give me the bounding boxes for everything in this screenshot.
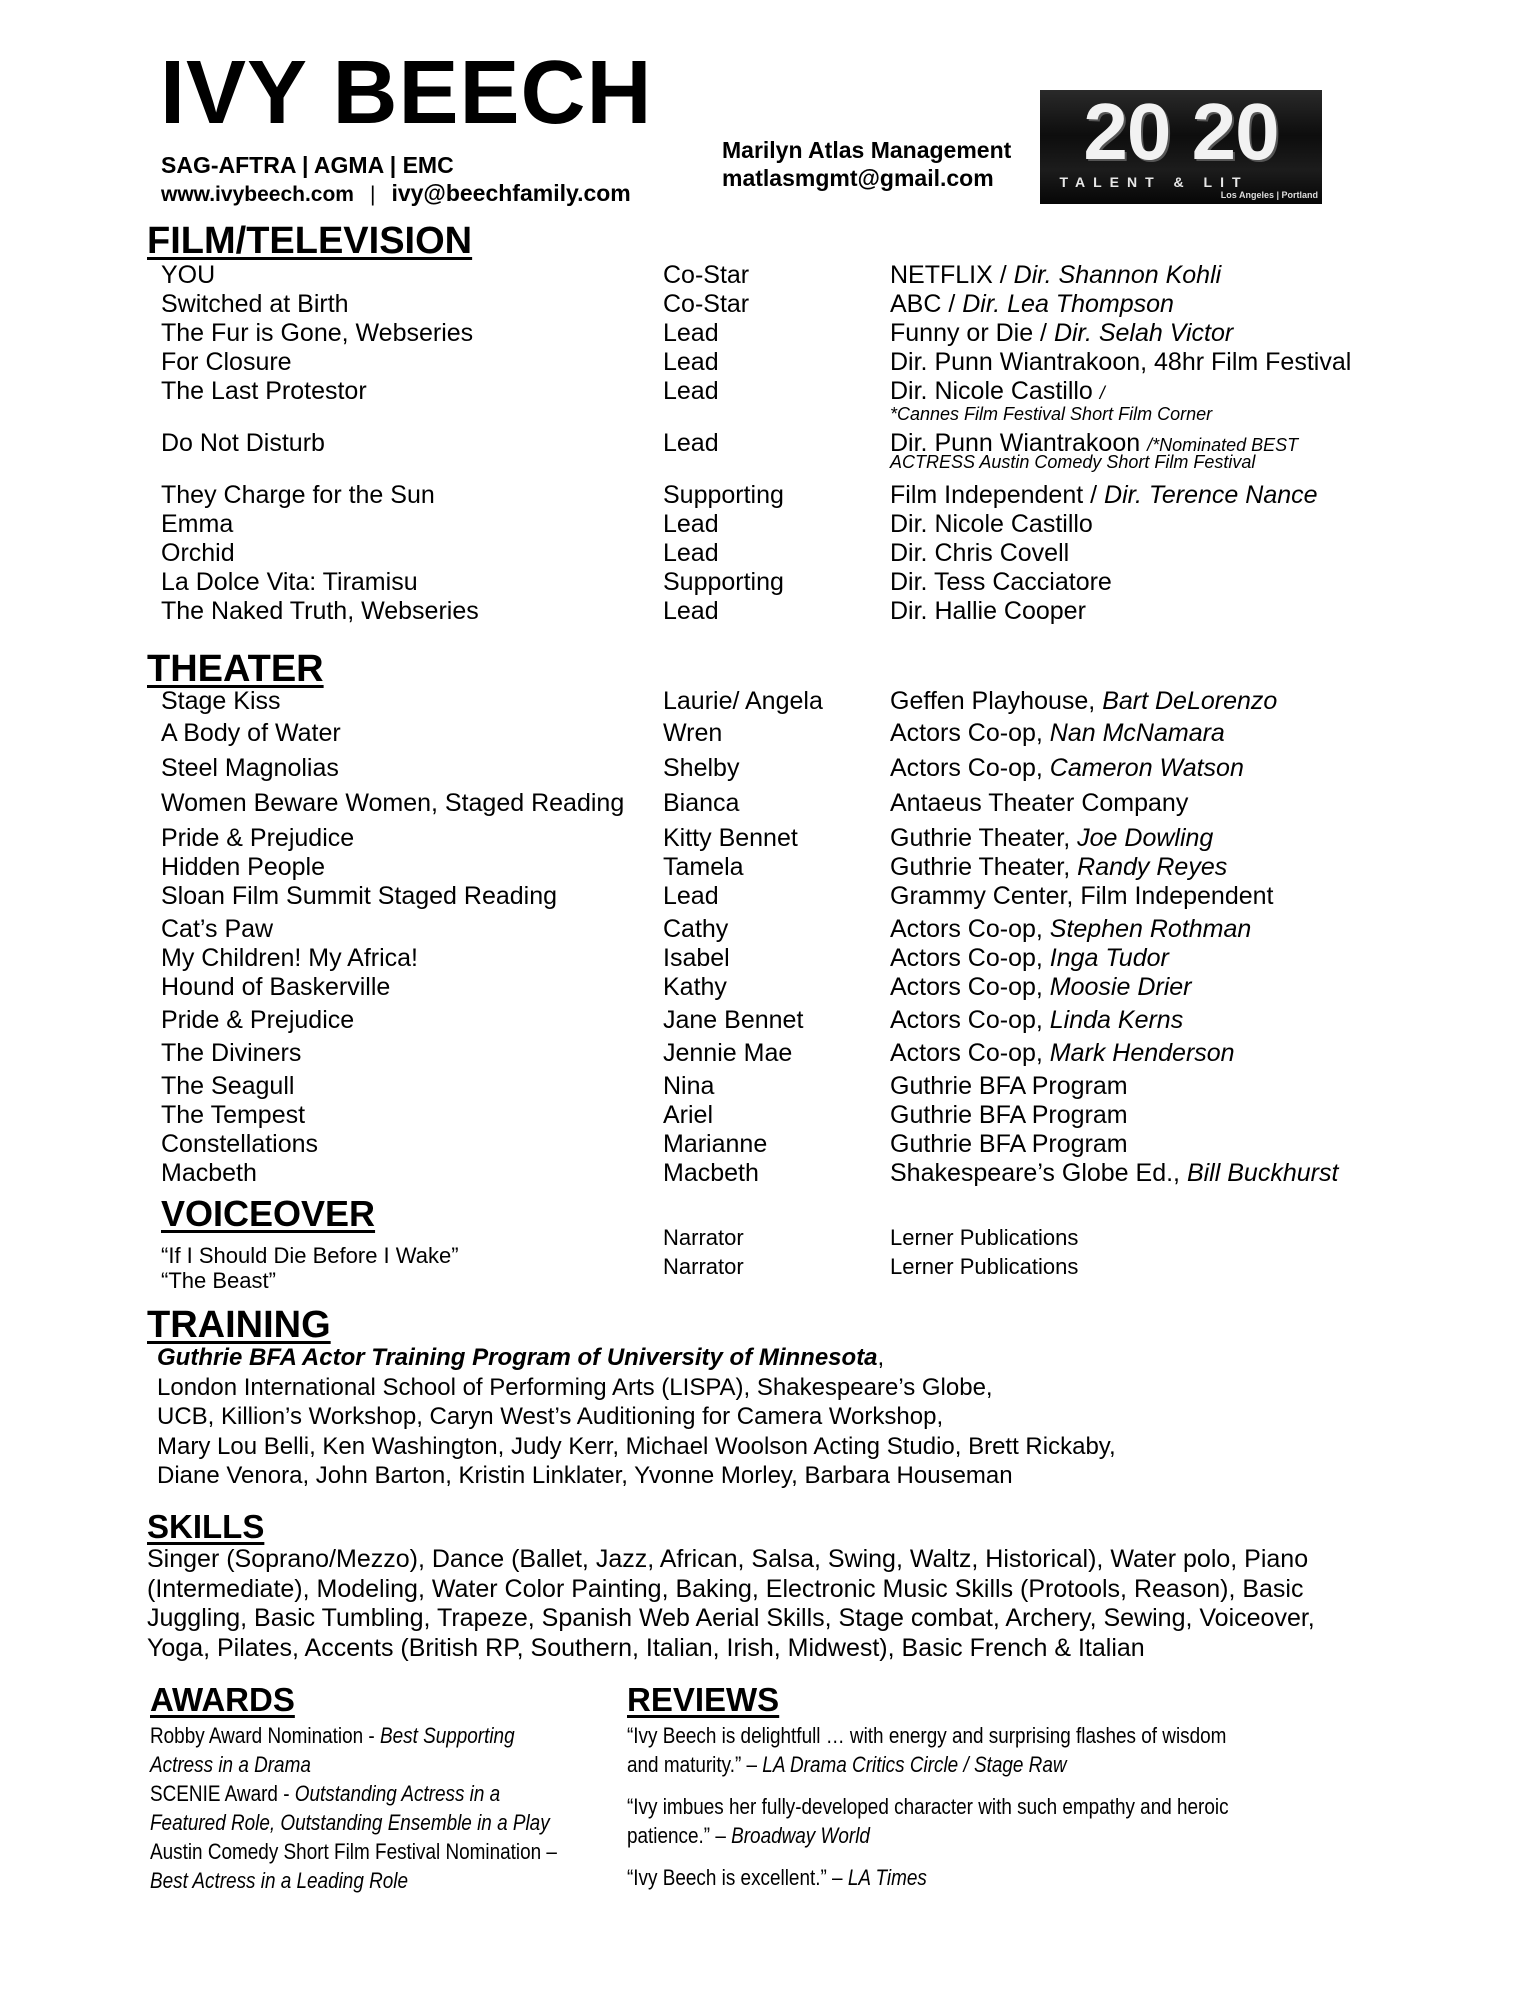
voiceover-title: “If I Should Die Before I Wake” <box>161 1243 459 1268</box>
review-source: LA Drama Critics Circle / Stage Raw <box>762 1752 1067 1777</box>
section-heading-awards: AWARDS <box>150 1681 295 1718</box>
award-plain: Austin Comedy Short Film Festival Nomination – <box>150 1839 557 1864</box>
section-heading-voiceover: VOICEOVER <box>161 1193 376 1234</box>
voiceover-role: Narrator <box>663 1254 744 1279</box>
theater-role: Isabel <box>663 944 730 972</box>
theater-credit-director: Cameron Watson <box>1049 754 1244 782</box>
film-tv-credit-text: Film Independent / <box>890 481 1105 509</box>
logo-numerals: 20 20 <box>1083 90 1279 176</box>
theater-credit-text: Guthrie Theater, <box>890 853 1078 881</box>
theater-credit <box>890 1129 1128 1159</box>
training-lead-line <box>157 1343 1116 1373</box>
film-tv-credit-text: Dir. Nicole Castillo <box>890 510 1093 538</box>
award-italic: Actress in a Drama <box>150 1752 311 1777</box>
theater-role: Macbeth <box>663 1159 759 1187</box>
film-tv-role: Lead <box>663 377 719 405</box>
theater-credit <box>890 914 1251 944</box>
theater-credit-text: Actors Co-op, <box>890 1006 1050 1034</box>
section-heading-theater: THEATER <box>147 648 324 690</box>
film-tv-credit <box>890 480 1318 510</box>
theater-credit-text: Shakespeare’s Globe Ed., <box>890 1159 1187 1187</box>
skills-text: Singer (Soprano/Mezzo), Dance (Ballet, Jazz, African, Salsa, Swing, Waltz, Historical), Water polo, Piano (Intermediate), Modeling, Water Color Painting, Baking, Electronic Music Skills (Protools, Reason), Basic Juggling, Basic Tumbling, Trapeze, Spanish Web Aerial Skills, Stage combat, Archery, Sewing, Voiceover, Yoga, Pilates, Accents (British RP, Southern, Italian, Irish, Midwest), Basic French & Italian <box>147 1545 1315 1662</box>
film-tv-role: Co-Star <box>663 261 750 289</box>
film-tv-role: Lead <box>663 319 719 347</box>
theater-role: Kitty Bennet <box>663 824 798 852</box>
theater-title: A Body of Water <box>161 719 341 747</box>
film-tv-credit-director: Dir. Lea Thompson <box>962 290 1174 318</box>
theater-credit <box>890 753 1244 783</box>
section-heading-training: TRAINING <box>147 1304 331 1346</box>
film-tv-title: Do Not Disturb <box>161 429 325 457</box>
theater-credit <box>890 972 1191 1002</box>
training-lead-program: Guthrie BFA Actor Training Program of University of Minnesota <box>157 1344 878 1371</box>
reviews-list <box>627 1721 1229 1905</box>
theater-role: Wren <box>663 719 723 747</box>
email-link[interactable]: ivy@beechfamily.com <box>391 180 631 206</box>
theater-credit-text: Guthrie BFA Program <box>890 1101 1128 1129</box>
award-item <box>150 1837 557 1866</box>
film-tv-credit-note: ACTRESS Austin Comedy Short Film Festival <box>890 452 1256 472</box>
award-italic: Best Supporting <box>379 1723 515 1748</box>
film-tv-credit <box>890 347 1351 377</box>
training-line: London International School of Performing Arts (LISPA), Shakespeare’s Globe, <box>157 1373 993 1401</box>
theater-credit <box>890 788 1188 818</box>
theater-title: Steel Magnolias <box>161 754 339 782</box>
theater-credit-director: Bart DeLorenzo <box>1102 687 1278 715</box>
film-tv-credit <box>890 289 1174 319</box>
review-source: Broadway World <box>731 1823 870 1848</box>
website-link[interactable]: www.ivybeech.com <box>161 183 354 206</box>
theater-role: Shelby <box>663 754 740 782</box>
theater-title: Sloan Film Summit Staged Reading <box>161 882 558 910</box>
award-plain: SCENIE Award - <box>150 1781 295 1806</box>
theater-credit-text: Guthrie BFA Program <box>890 1130 1128 1158</box>
contact-line <box>161 180 631 207</box>
training-block <box>157 1343 1116 1491</box>
film-tv-role: Lead <box>663 348 719 376</box>
award-item-cont <box>150 1866 557 1895</box>
film-tv-credit-text: Funny or Die / <box>890 319 1054 347</box>
film-tv-title: The Naked Truth, Webseries <box>161 597 479 625</box>
film-tv-credit-text: Dir. Tess Cacciatore <box>890 568 1112 596</box>
theater-credit <box>890 686 1277 716</box>
training-line: Mary Lou Belli, Ken Washington, Judy Kerr, Michael Woolson Acting Studio, Brett Rickaby, <box>157 1432 1116 1460</box>
theater-credit <box>890 718 1225 748</box>
theater-credit-text: Grammy Center, Film Independent <box>890 882 1274 910</box>
review-line: “Ivy imbues her fully-developed character with such empathy and heroic <box>627 1794 1229 1819</box>
theater-role: Nina <box>663 1072 715 1100</box>
theater-role: Jennie Mae <box>663 1039 793 1067</box>
film-tv-credit-director: Dir. Terence Nance <box>1104 481 1318 509</box>
theater-title: Hidden People <box>161 853 326 881</box>
theater-credit-director: Bill Buckhurst <box>1186 1159 1339 1187</box>
theater-credit-director: Stephen Rothman <box>1049 915 1252 943</box>
theater-credit-text: Actors Co-op, <box>890 973 1050 1001</box>
theater-credit-text: Geffen Playhouse, <box>890 687 1103 715</box>
award-plain: Robby Award Nomination - <box>150 1723 380 1748</box>
theater-role: Tamela <box>663 853 744 881</box>
film-tv-credit-text: ABC / <box>890 290 963 318</box>
voiceover-credit: Lerner Publications <box>890 1225 1079 1250</box>
theater-title: My Children! My Africa! <box>161 944 419 972</box>
theater-title: Constellations <box>161 1130 319 1158</box>
film-tv-credit <box>890 567 1112 597</box>
voiceover-role: Narrator <box>663 1225 744 1250</box>
award-italic: Best Actress in a Leading Role <box>150 1868 409 1893</box>
theater-title: Pride & Prejudice <box>161 824 355 852</box>
film-tv-title: Orchid <box>161 539 235 567</box>
film-tv-role: Lead <box>663 539 719 567</box>
union-affiliations: SAG-AFTRA | AGMA | EMC <box>161 152 454 178</box>
award-item-cont <box>150 1750 557 1779</box>
theater-credit <box>890 1100 1128 1130</box>
theater-role: Lead <box>663 882 719 910</box>
film-tv-role: Co-Star <box>663 290 750 318</box>
film-tv-credit-text: Dir. Punn Wiantrakoon, 48hr Film Festival <box>890 348 1352 376</box>
theater-credit-director: Moosie Drier <box>1049 973 1192 1001</box>
film-tv-title: The Last Protestor <box>161 377 367 405</box>
training-lead-suffix: , <box>877 1344 885 1371</box>
review-item <box>627 1863 1229 1892</box>
theater-credit-text: Actors Co-op, <box>890 719 1050 747</box>
theater-title: The Seagull <box>161 1072 295 1100</box>
review-source: LA Times <box>847 1865 927 1890</box>
film-tv-title: La Dolce Vita: Tiramisu <box>161 568 418 596</box>
theater-credit-text: Actors Co-op, <box>890 944 1050 972</box>
film-tv-credit-note: *Cannes Film Festival Short Film Corner <box>890 404 1213 424</box>
film-tv-role: Lead <box>663 510 719 538</box>
review-line: “Ivy Beech is delightfull … with energy and surprising flashes of wisdom <box>627 1723 1227 1748</box>
film-tv-title: YOU <box>161 261 216 289</box>
voiceover-credit: Lerner Publications <box>890 1254 1079 1279</box>
theater-role: Laurie/ Angela <box>663 687 823 715</box>
theater-role: Bianca <box>663 789 740 817</box>
review-item <box>627 1792 1229 1850</box>
theater-credit-text: Actors Co-op, <box>890 754 1050 782</box>
logo-location: Los Angeles | Portland <box>1220 190 1318 200</box>
review-line: patience.” – <box>627 1823 732 1848</box>
theater-credit-director: Linda Kerns <box>1049 1006 1184 1034</box>
theater-credit-text: Guthrie BFA Program <box>890 1072 1128 1100</box>
film-tv-role: Lead <box>663 429 719 457</box>
theater-credit-director: Inga Tudor <box>1049 944 1169 972</box>
contact-separator: | <box>369 183 376 206</box>
film-tv-title: The Fur is Gone, Webseries <box>161 319 474 347</box>
film-tv-credit-text: NETFLIX / <box>890 261 1014 289</box>
film-tv-credit-note-inline: / <box>1099 383 1105 403</box>
film-tv-credit <box>890 260 1221 290</box>
theater-credit-director: Mark Henderson <box>1049 1039 1235 1067</box>
theater-title: Cat’s Paw <box>161 915 274 943</box>
film-tv-role: Supporting <box>663 481 784 509</box>
award-item-cont <box>150 1808 557 1837</box>
section-heading-skills: SKILLS <box>147 1508 265 1545</box>
film-tv-credit <box>890 318 1233 348</box>
film-tv-title: Emma <box>161 510 234 538</box>
film-tv-role: Supporting <box>663 568 784 596</box>
film-tv-credit-text: Dir. Punn Wiantrakoon <box>890 429 1148 457</box>
management-block <box>722 136 1011 192</box>
review-item <box>627 1721 1229 1779</box>
film-tv-title: Switched at Birth <box>161 290 349 318</box>
film-tv-credit <box>890 538 1069 568</box>
theater-credit <box>890 823 1213 853</box>
section-heading-reviews: REVIEWS <box>627 1681 780 1718</box>
film-tv-credit-text: Dir. Hallie Cooper <box>890 597 1086 625</box>
film-tv-credit-note-inline: /*Nominated BEST <box>1147 435 1299 455</box>
theater-credit <box>890 852 1227 882</box>
film-tv-title: They Charge for the Sun <box>161 481 435 509</box>
theater-role: Kathy <box>663 973 727 1001</box>
theater-title: Stage Kiss <box>161 687 281 715</box>
theater-credit-director: Joe Dowling <box>1077 824 1214 852</box>
voiceover-title: “The Beast” <box>161 1268 276 1293</box>
film-tv-credit-director: Dir. Selah Victor <box>1053 319 1234 347</box>
management-email[interactable]: matlasmgmt@gmail.com <box>722 165 994 191</box>
award-item <box>150 1779 557 1808</box>
theater-role: Jane Bennet <box>663 1006 804 1034</box>
theater-credit-text: Guthrie Theater, <box>890 824 1078 852</box>
theater-credit-text: Actors Co-op, <box>890 1039 1050 1067</box>
management-agency: Marilyn Atlas Management <box>722 137 1012 163</box>
theater-credit-text: Actors Co-op, <box>890 915 1050 943</box>
film-tv-credit <box>890 509 1093 539</box>
film-tv-credit-director: Dir. Shannon Kohli <box>1013 261 1222 289</box>
training-line: Diane Venora, John Barton, Kristin Linklater, Yvonne Morley, Barbara Houseman <box>157 1462 1013 1489</box>
review-line: and maturity.” – <box>627 1752 763 1777</box>
theater-title: Pride & Prejudice <box>161 1006 355 1034</box>
training-line: UCB, Killion’s Workshop, Caryn West’s Auditioning for Camera Workshop, <box>157 1403 944 1430</box>
logo-tagline: TALENT & LIT <box>1059 174 1249 190</box>
award-italic: Outstanding Actress in a <box>294 1781 501 1806</box>
theater-credit <box>890 1158 1338 1188</box>
theater-credit <box>890 881 1274 911</box>
review-line: “Ivy Beech is excellent.” – <box>627 1865 848 1890</box>
agency-logo <box>1040 90 1322 204</box>
theater-title: Hound of Baskerville <box>161 973 391 1001</box>
actor-name: IVY BEECH <box>160 43 653 143</box>
awards-list <box>150 1721 557 1895</box>
theater-role: Marianne <box>663 1130 768 1158</box>
theater-credit <box>890 1071 1128 1101</box>
theater-credit-director: Randy Reyes <box>1077 853 1228 881</box>
award-italic: Featured Role, Outstanding Ensemble in a Play <box>150 1810 550 1835</box>
theater-credit <box>890 1038 1235 1068</box>
theater-title: Women Beware Women, Staged Reading <box>161 789 625 817</box>
film-tv-title: For Closure <box>161 348 292 376</box>
section-heading-film-tv: FILM/TELEVISION <box>147 220 473 262</box>
film-tv-credit-text: Dir. Nicole Castillo <box>890 377 1100 405</box>
theater-credit <box>890 1005 1183 1035</box>
theater-credit <box>890 943 1169 973</box>
theater-credit-director: Nan McNamara <box>1049 719 1225 747</box>
theater-title: The Tempest <box>161 1101 306 1129</box>
theater-title: Macbeth <box>161 1159 257 1187</box>
theater-title: The Diviners <box>161 1039 302 1067</box>
film-tv-role: Lead <box>663 597 719 625</box>
award-item <box>150 1721 557 1750</box>
film-tv-credit-text: Dir. Chris Covell <box>890 539 1070 567</box>
theater-role: Ariel <box>663 1101 714 1129</box>
theater-role: Cathy <box>663 915 729 943</box>
theater-credit-text: Antaeus Theater Company <box>890 789 1189 817</box>
film-tv-credit <box>890 596 1086 626</box>
